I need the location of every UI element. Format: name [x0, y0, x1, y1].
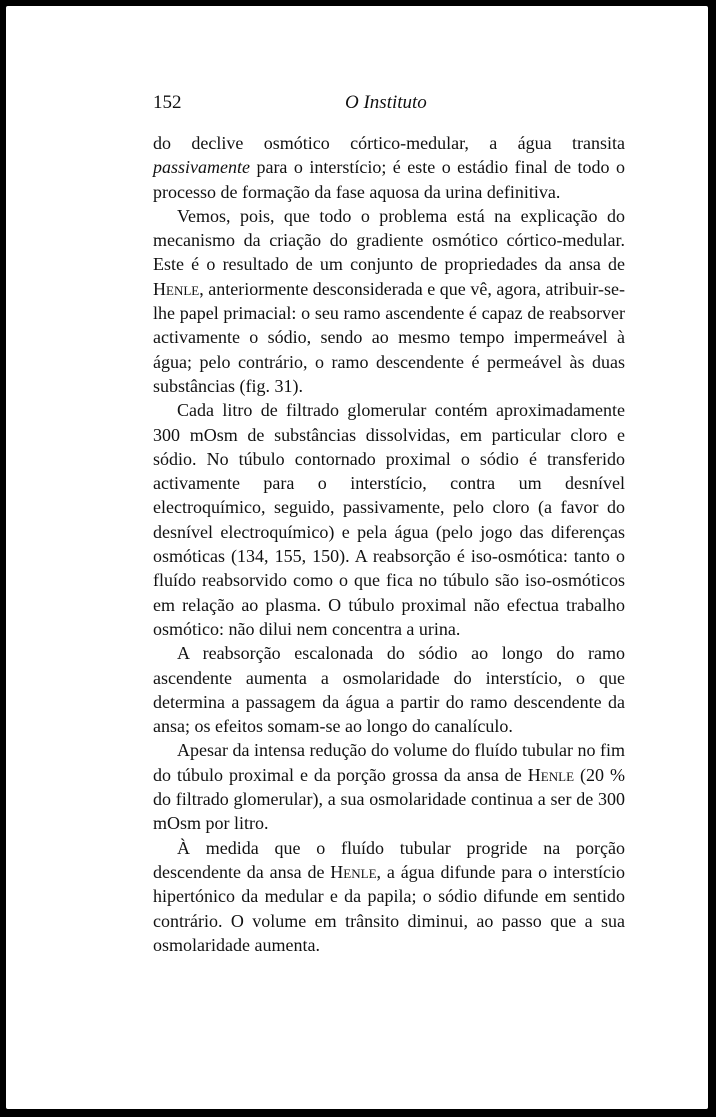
text-run: para o interstício; é este o estádio final de todo o processo de formação da fase aquosa da urina definitiva. — [153, 157, 625, 202]
text-run: Apesar da intensa redução do volume do fluído tubular no fim do túbulo proximal e da porção grossa da ansa de — [153, 740, 625, 785]
text-run: , anteriormente desconsiderada e que vê, agora, atribuir-se-lhe papel primacial: o seu ramo ascendente é capaz de reabsorver activamente o sódio, sendo ao mesmo tempo impermeável à água; pelo contrário, o ramo descendente é permeável às duas substâncias (fig. 31). — [153, 278, 625, 396]
author-name: Henle — [330, 861, 377, 882]
paragraph — [153, 641, 625, 738]
running-title: O Instituto — [345, 92, 427, 113]
author-name: Henle — [527, 764, 575, 785]
author-name: Henle — [153, 278, 200, 299]
text-run: Cada litro de filtrado glomerular contém aproximadamente 300 mOsm de substâncias dissolvidas, em particular cloro e sódio. No túbulo contornado proximal o sódio é transferido activamente para o interstício, contra um desnível electroquímico, seguido, passivamente, pelo cloro (a favor do desnível electroquímico) e pela água (pelo jogo das diferenças osmóticas (134, 155, 150). A reabsorção é iso-osmótica: tanto o fluído reabsorvido como o que fica no túbulo são iso-osmóticos em relação ao plasma. O túbulo proximal não efectua trabalho osmótico: não dilui nem concentra a urina. — [153, 400, 625, 639]
text-run: (20 % do filtrado glomerular), a sua osmolaridade continua a ser de 300 mOsm por litro. — [153, 764, 625, 834]
text-run: Vemos, pois, que todo o problema está na explicação do mecanismo da criação do gradiente osmótico córtico-medular. Este é o resultado de um conjunto de propriedades da ansa de — [153, 205, 625, 275]
italic-term: passivamente — [153, 157, 250, 178]
body-text — [153, 131, 625, 957]
paragraph — [153, 131, 625, 204]
text-run: A reabsorção escalonada do sódio ao longo do ramo ascendente aumenta a osmolaridade do interstício, o que determina a passagem da água a partir do ramo descendente da ansa; os efeitos somam-se ao longo do canalículo. — [153, 643, 625, 737]
text-run: , a água difunde para o interstício hipertónico da medular e da papila; o sódio difunde em sentido contrário. O volume em trânsito diminui, ao passo que a sua osmolaridade aumenta. — [153, 861, 625, 955]
page-number: 152 — [153, 92, 182, 113]
text-run: À medida que o fluído tubular progride na porção descendente da ansa de — [153, 837, 625, 882]
paragraph — [153, 398, 625, 641]
text-run: do declive osmótico córtico-medular, a água transita — [153, 133, 625, 153]
paragraph — [153, 836, 625, 957]
book-page — [6, 6, 708, 1109]
paragraph — [153, 738, 625, 835]
page-header — [153, 92, 625, 114]
paragraph — [153, 204, 625, 398]
